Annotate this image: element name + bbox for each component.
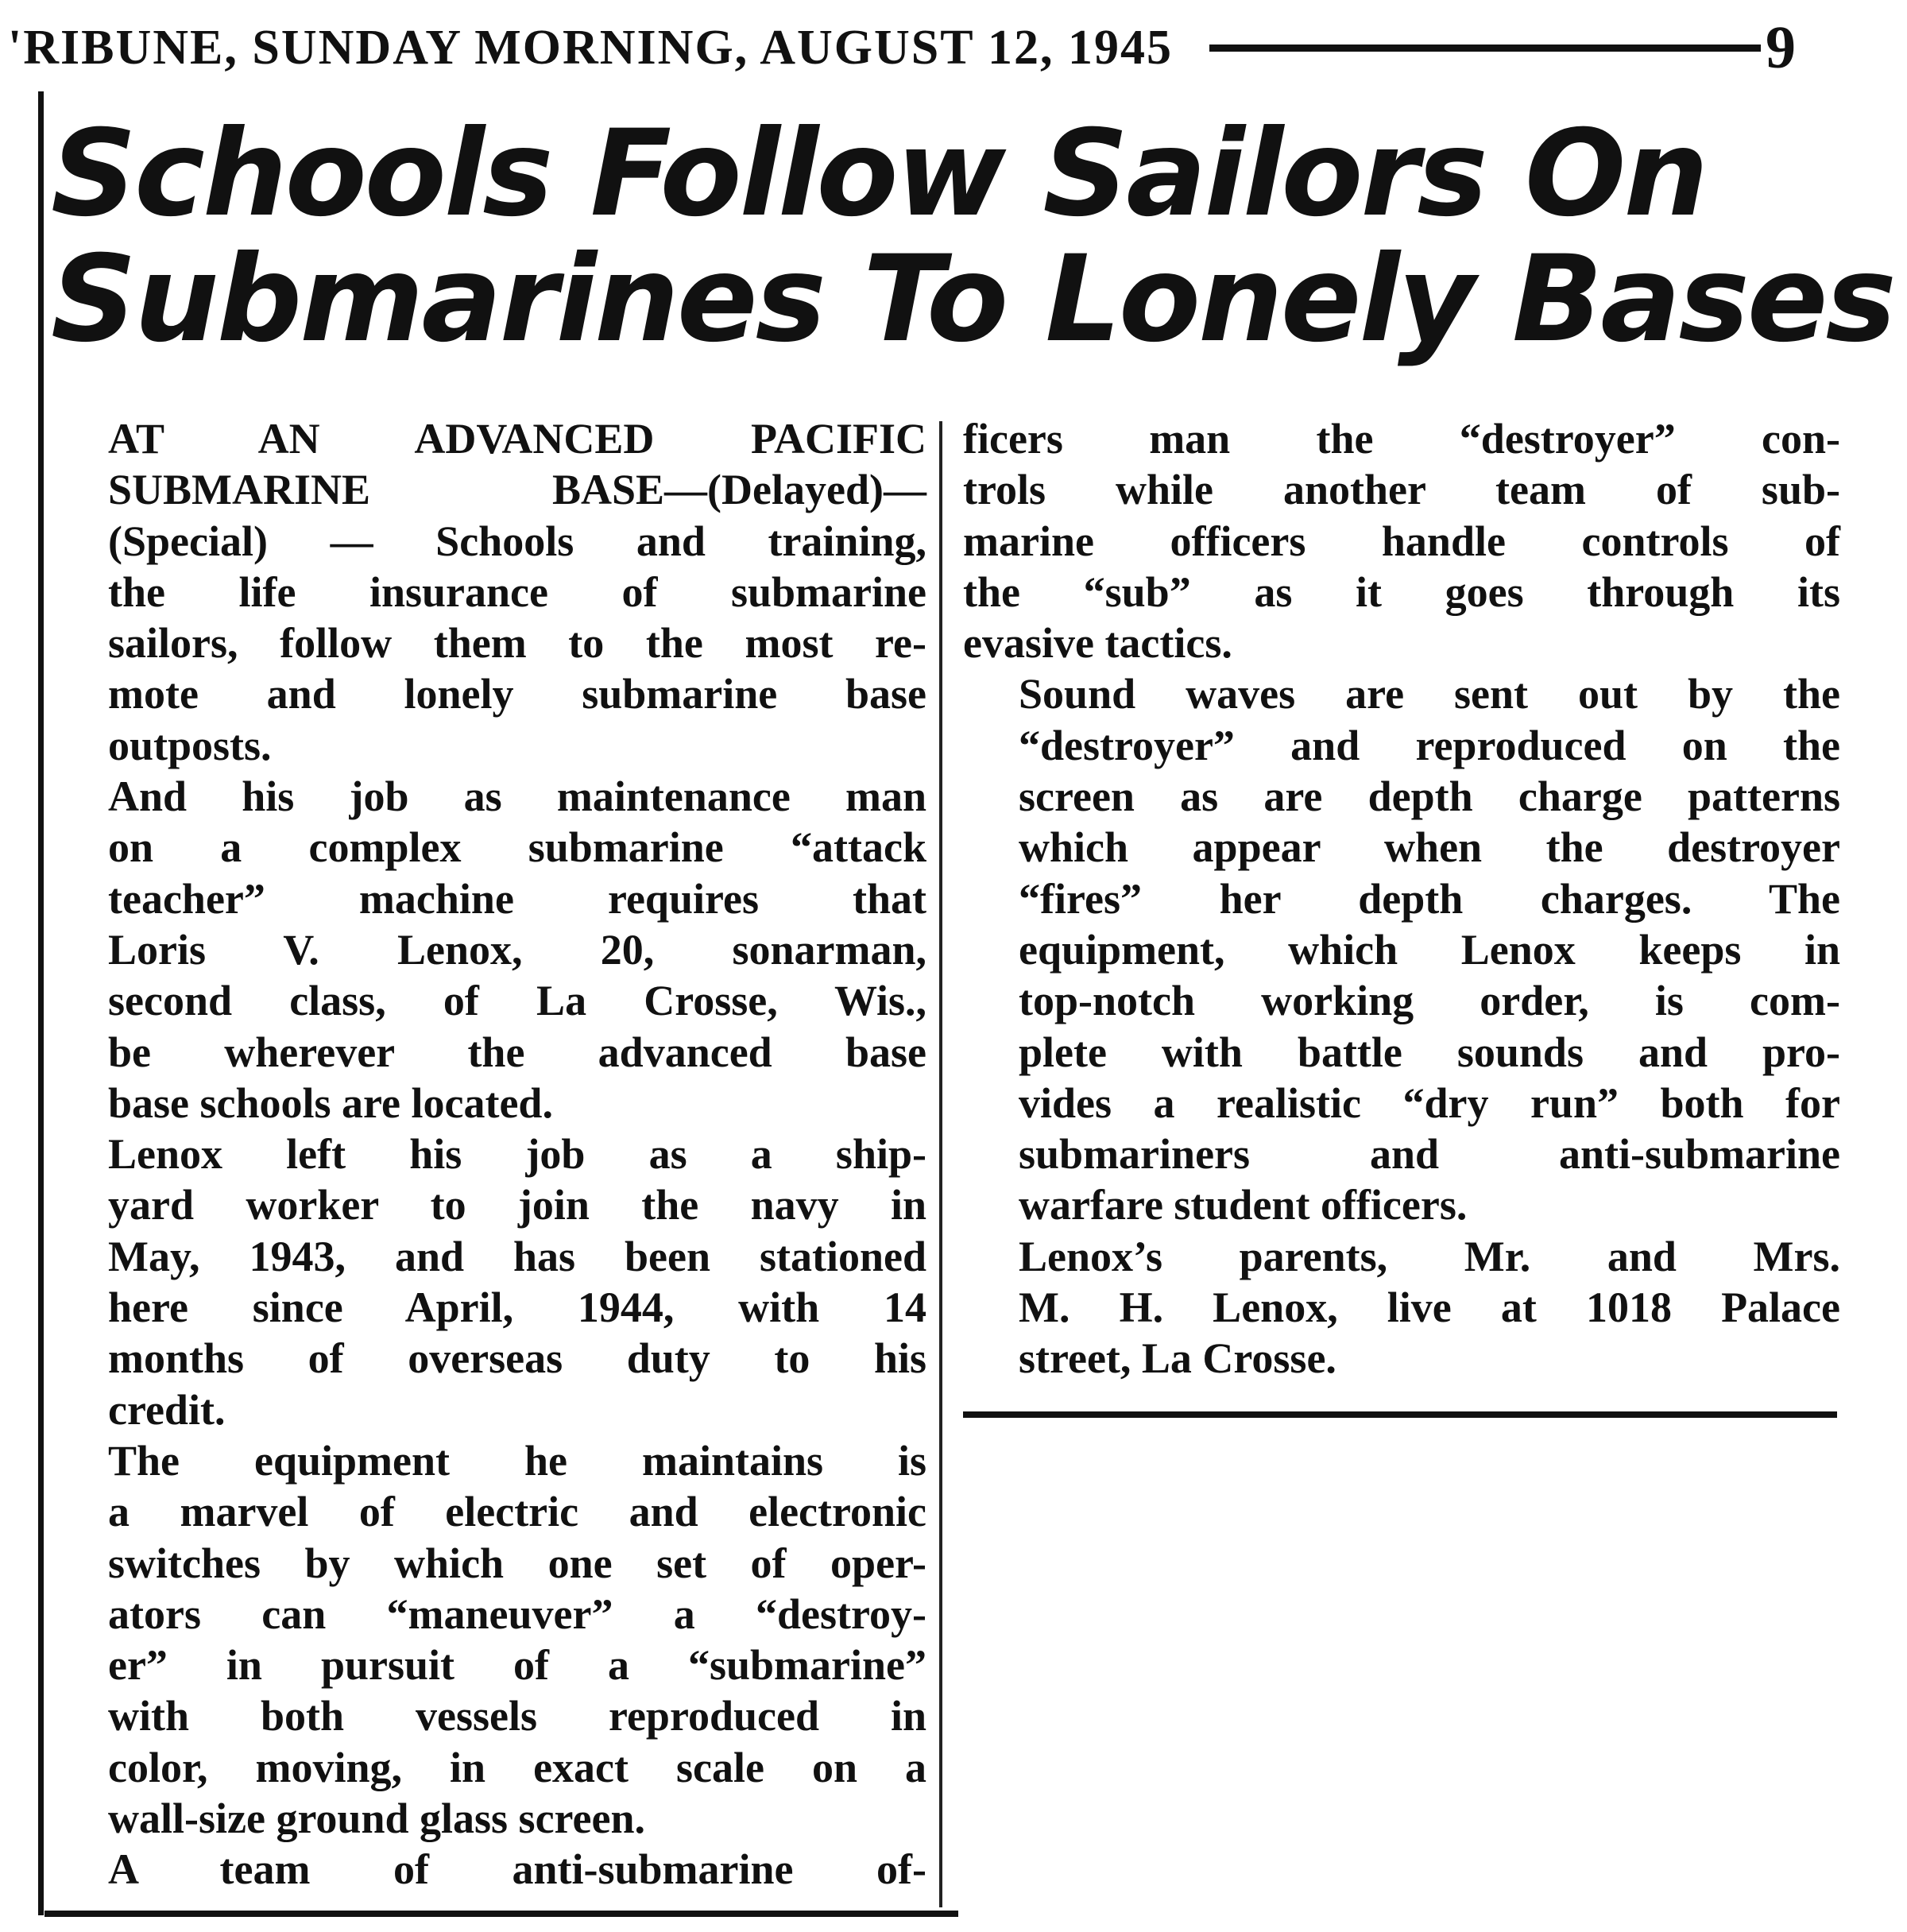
paragraph-team-continued bbox=[963, 413, 1840, 668]
text-line: SUBMARINE BASE—(Delayed)— bbox=[108, 466, 926, 514]
column-divider bbox=[939, 421, 942, 1907]
paragraph-sound-waves bbox=[963, 668, 1840, 1230]
text-line: be wherever the advanced base bbox=[108, 1028, 926, 1076]
headline-line-2: Submarines To Lonely Bases bbox=[51, 230, 1894, 369]
text-line: Lenox’s parents, Mr. and Mrs. bbox=[1019, 1232, 1840, 1280]
text-line: warfare student officers. bbox=[1019, 1181, 1468, 1229]
text-line: ficers man the “destroyer” con- bbox=[963, 415, 1840, 463]
text-line: yard worker to join the navy in bbox=[108, 1181, 926, 1229]
text-line: months of overseas duty to his bbox=[108, 1334, 926, 1383]
headline-line-1: Schools Follow Sailors On bbox=[51, 105, 1707, 243]
masthead-dateline: 'RIBUNE, SUNDAY MORNING, AUGUST 12, 1945 bbox=[8, 20, 1174, 75]
paragraph-job bbox=[52, 771, 926, 1129]
text-line: second class, of La Crosse, Wis., bbox=[108, 977, 926, 1025]
text-line: “fires” her depth charges. The bbox=[1019, 874, 1840, 923]
masthead-rule bbox=[1209, 45, 1761, 52]
text-line: sailors, follow them to the most re- bbox=[108, 619, 926, 668]
text-line: (Special) — Schools and training, bbox=[108, 517, 926, 565]
text-line: base schools are located. bbox=[108, 1078, 553, 1127]
text-line: with both vessels reproduced in bbox=[108, 1692, 926, 1740]
text-line: The equipment he maintains is bbox=[108, 1436, 926, 1485]
text-line: wall-size ground glass screen. bbox=[108, 1795, 646, 1843]
text-line: switches by which one set of oper- bbox=[108, 1539, 926, 1587]
text-line: Sound waves are sent out by the bbox=[1019, 670, 1840, 718]
text-line: M. H. Lenox, live at 1018 Palace bbox=[1019, 1283, 1840, 1332]
text-line: equipment, which Lenox keeps in bbox=[1019, 925, 1840, 974]
text-line: outposts. bbox=[108, 721, 272, 769]
left-frame-rule bbox=[38, 91, 44, 1915]
article-end-rule bbox=[963, 1411, 1837, 1418]
text-line: May, 1943, and has been stationed bbox=[108, 1232, 926, 1280]
paragraph-equipment bbox=[52, 1435, 926, 1844]
paragraph-team bbox=[52, 1844, 926, 1895]
text-line: the “sub” as it goes through its bbox=[963, 567, 1840, 616]
text-line: evasive tactics. bbox=[963, 619, 1232, 668]
text-line: mote and lonely submarine base bbox=[108, 670, 926, 718]
text-line: on a complex submarine “attack bbox=[108, 823, 926, 872]
text-line: ators can “maneuver” a “destroy- bbox=[108, 1589, 926, 1638]
text-line: top-notch working order, is com- bbox=[1019, 977, 1840, 1025]
text-line: plete with battle sounds and pro- bbox=[1019, 1028, 1840, 1076]
text-line: which appear when the destroyer bbox=[1019, 823, 1840, 872]
page-number: 9 bbox=[1766, 14, 1796, 81]
masthead bbox=[8, 16, 1796, 79]
text-line: a marvel of electric and electronic bbox=[108, 1488, 926, 1536]
text-line: submariners and anti-submarine bbox=[1019, 1130, 1840, 1179]
text-line: vides a realistic “dry run” both for bbox=[1019, 1078, 1840, 1127]
text-line: “destroyer” and reproduced on the bbox=[1019, 721, 1840, 769]
text-line: here since April, 1944, with 14 bbox=[108, 1283, 926, 1332]
text-line: marine officers handle controls of bbox=[963, 517, 1840, 565]
text-line: street, La Crosse. bbox=[1019, 1334, 1336, 1383]
text-line: color, moving, in exact scale on a bbox=[108, 1743, 926, 1791]
paragraph-parents bbox=[963, 1231, 1840, 1384]
headline bbox=[51, 105, 1894, 369]
text-line: er” in pursuit of a “submarine” bbox=[108, 1641, 926, 1690]
text-line: screen as are depth charge patterns bbox=[1019, 772, 1840, 821]
text-line: A team of anti-submarine of- bbox=[108, 1845, 926, 1894]
bottom-rule bbox=[44, 1911, 958, 1917]
text-line: And his job as maintenance man bbox=[108, 772, 926, 821]
text-line: Loris V. Lenox, 20, sonarman, bbox=[108, 925, 926, 974]
text-line: credit. bbox=[108, 1385, 226, 1434]
text-line: the life insurance of submarine bbox=[108, 567, 926, 616]
text-line: teacher” machine requires that bbox=[108, 874, 926, 923]
right-column bbox=[963, 413, 1840, 1384]
text-line: trols while another team of sub- bbox=[963, 466, 1840, 514]
text-line: AT AN ADVANCED PACIFIC bbox=[108, 415, 926, 463]
paragraph-dateline bbox=[52, 413, 926, 771]
paragraph-enlistment bbox=[52, 1129, 926, 1435]
text-line: Lenox left his job as a ship- bbox=[108, 1130, 926, 1179]
left-column bbox=[52, 413, 926, 1895]
